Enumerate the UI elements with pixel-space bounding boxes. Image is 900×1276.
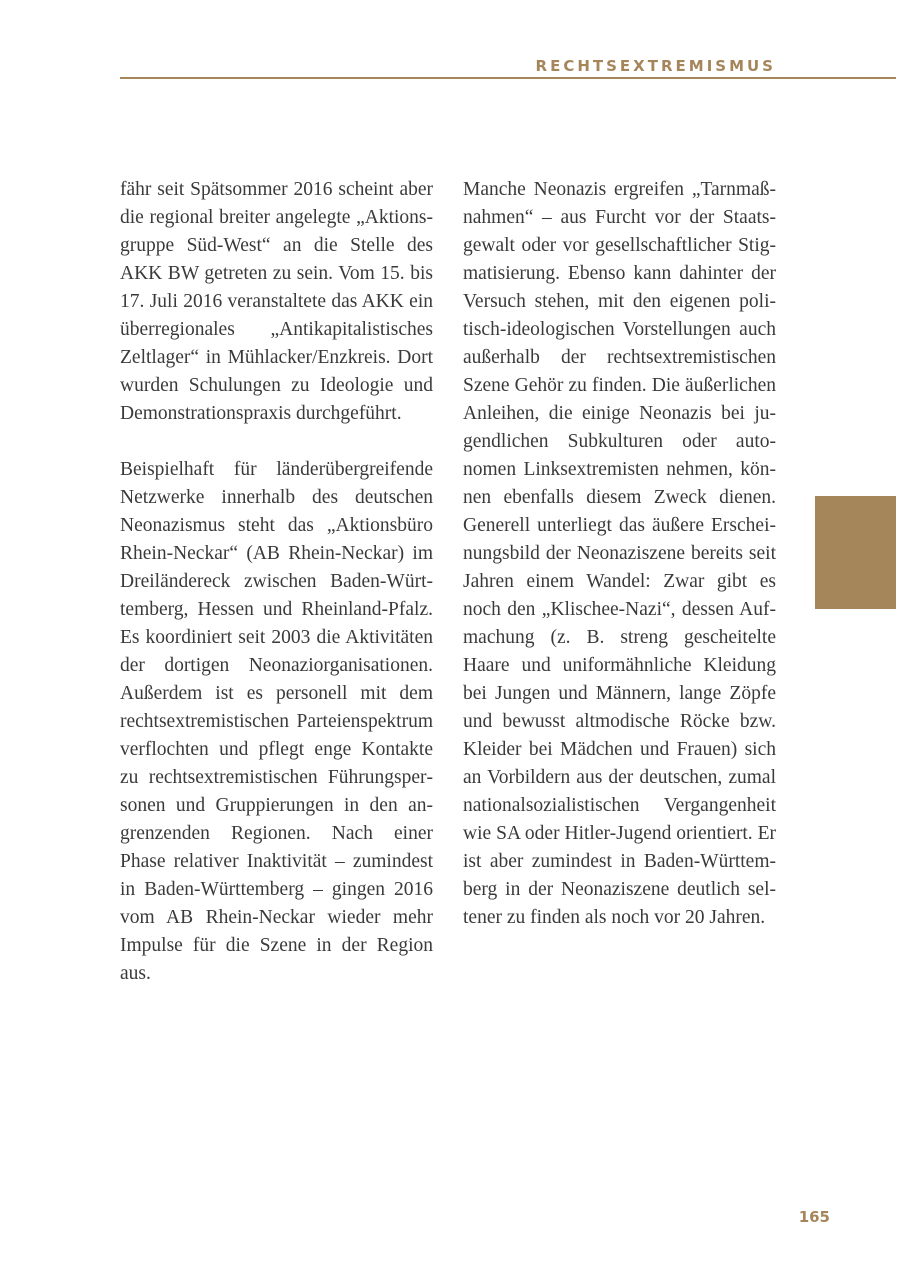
- paragraph: fähr seit Spätsommer 2016 scheint aber die regional breiter angelegte „Aktionsgruppe Süd-West“ an die Stelle des AKK BW getreten zu sein. Vom 15. bis 17. Juli 2016 veranstaltete das AKK ein überregionales „Antikapitalistisches Zeltlager“ in Mühlacker/Enzkreis. Dort wurden Schulungen zu Ideologie und Demonstrationspraxis durchgeführt.: [120, 179, 433, 424]
- chapter-thumb-tab: [815, 496, 896, 609]
- paragraph: Beispielhaft für länderübergreifende Netzwerke innerhalb des deutschen Neonazismus steht das „Aktionsbüro Rhein-Neckar“ (AB Rhein-Neckar) im Dreiländereck zwischen Baden-Württemberg, Hessen und Rheinland-Pfalz. Es koordiniert seit 2003 die Aktivitäten der dortigen Neonaziorganisationen. Außerdem ist es personell mit dem rechtsextremistischen Parteienspektrum verflochten und pflegt enge Kontakte zu rechtsextremistischen Führungspersonen und Gruppierungen in den angrenzenden Regionen. Nach einer Phase relativer Inaktivität – zumindest in Baden-Württemberg – gingen 2016 vom AB Rhein-Neckar wieder mehr Impulse für die Szene in der Region aus.: [120, 459, 433, 984]
- running-head-title: RECHTSEXTREMISMUS: [535, 57, 776, 75]
- right-text-column: [463, 176, 776, 960]
- page-number: 165: [798, 1208, 830, 1226]
- header-divider: [120, 77, 896, 79]
- paragraph: Manche Neonazis ergreifen „Tarnmaßnahmen“ – aus Furcht vor der Staatsgewalt oder vor gesellschaftlicher Stigmatisierung. Ebenso kann dahinter der Versuch stehen, mit den eigenen politisch-ideologischen Vorstellungen auch außerhalb der rechtsextremistischen Szene Gehör zu finden. Die äußerlichen Anleihen, die einige Neonazis bei jugendlichen Subkulturen oder autonomen Linksextremisten nehmen, können ebenfalls diesem Zweck dienen. Generell unterliegt das äußere Erscheinungsbild der Neonaziszene bereits seit Jahren einem Wandel: Zwar gibt es noch den „Klischee-Nazi“, dessen Aufmachung (z. B. streng gescheitelte Haare und uniformähnliche Kleidung bei Jungen und Männern, lange Zöpfe und bewusst altmodische Röcke bzw. Kleider bei Mädchen und Frauen) sich an Vorbildern aus der deutschen, zumal nationalsozialistischen Vergangenheit wie SA oder Hitler-Jugend orientiert. Er ist aber zumindest in Baden-Württemberg in der Neonaziszene deutlich seltener zu finden als noch vor 20 Jahren.: [463, 179, 776, 928]
- left-text-column: [120, 176, 433, 1016]
